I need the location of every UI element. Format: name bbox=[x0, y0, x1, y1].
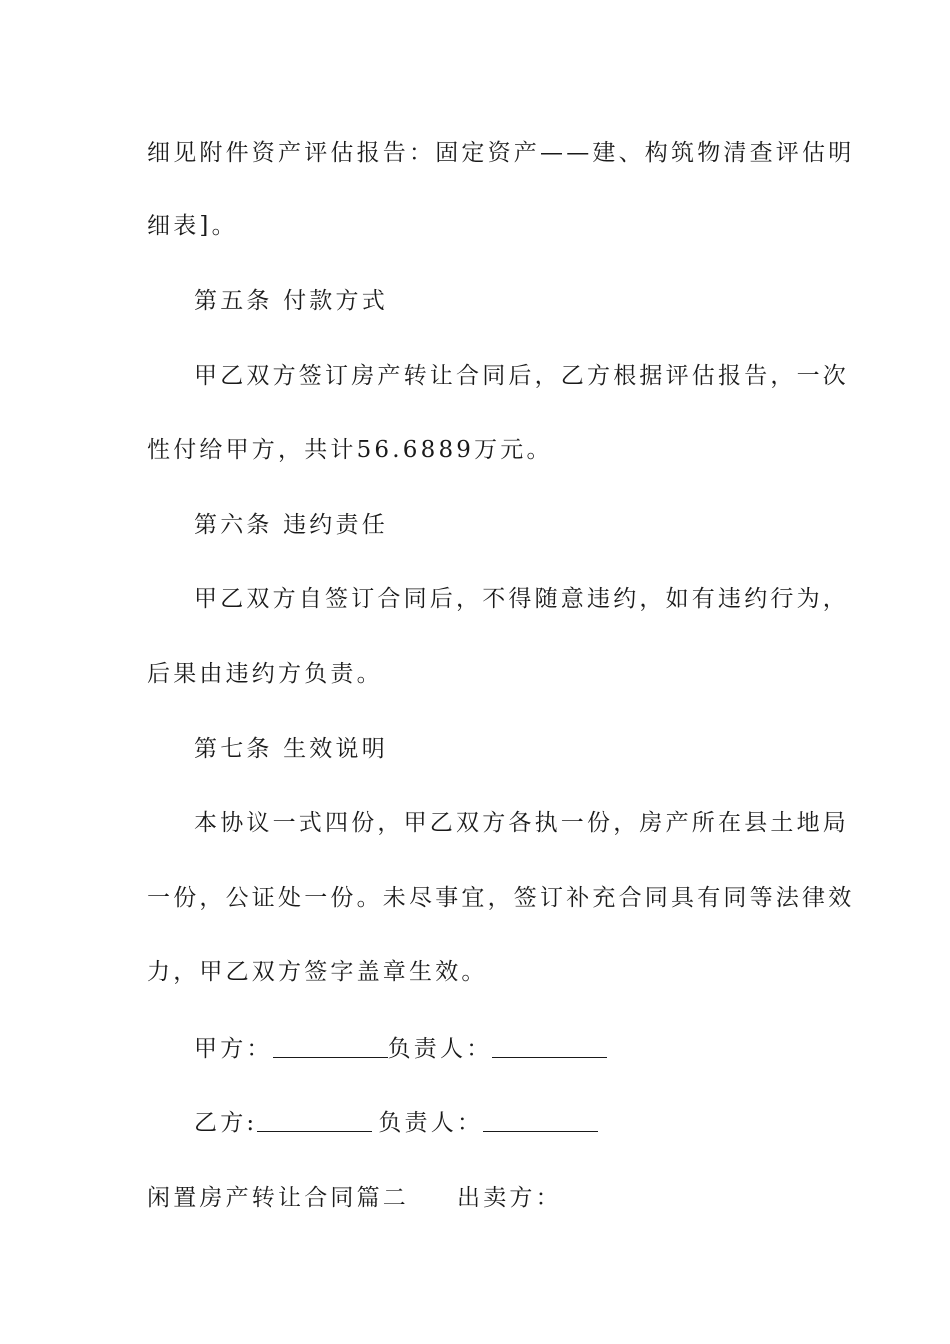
paragraph-line: 一份，公证处一份。未尽事宜，签订补充合同具有同等法律效 bbox=[147, 885, 855, 911]
seller-label: 出卖方： bbox=[457, 1185, 562, 1211]
party-b-head-blank[interactable] bbox=[483, 1109, 598, 1132]
party-b-signature-line bbox=[194, 1108, 598, 1138]
party-a-label: 甲方： bbox=[194, 1036, 273, 1062]
party-a-head-label: 负责人： bbox=[387, 1036, 493, 1062]
paragraph-line: 甲乙双方自签订合同后，不得随意违约，如有违约行为， bbox=[194, 586, 849, 612]
paragraph-line: 力，甲乙双方签字盖章生效。 bbox=[147, 959, 488, 985]
article-7-title: 第七条 生效说明 bbox=[194, 736, 388, 762]
paragraph-line: 性付给甲方，共计56.6889万元。 bbox=[147, 437, 553, 463]
next-section-line bbox=[147, 1183, 562, 1213]
party-b-label: 乙方: bbox=[194, 1110, 258, 1136]
paragraph-line: 后果由违约方负责。 bbox=[147, 661, 383, 687]
article-5-title: 第五条 付款方式 bbox=[194, 288, 388, 314]
paragraph-line: 甲乙双方签订房产转让合同后，乙方根据评估报告，一次 bbox=[194, 363, 849, 389]
party-b-blank[interactable] bbox=[257, 1109, 372, 1132]
paragraph-line: 本协议一式四份，甲乙双方各执一份，房产所在县土地局 bbox=[194, 810, 849, 836]
party-b-head-label: 负责人： bbox=[378, 1110, 484, 1136]
section-title: 闲置房产转让合同篇二 bbox=[147, 1185, 409, 1211]
paragraph-line: 细见附件资产评估报告：固定资产——建、构筑物清查评估明 bbox=[147, 140, 855, 166]
article-6-title: 第六条 违约责任 bbox=[194, 512, 388, 538]
party-a-blank[interactable] bbox=[273, 1035, 388, 1058]
paragraph-line: 细表]。 bbox=[147, 213, 238, 239]
party-a-head-blank[interactable] bbox=[492, 1035, 607, 1058]
party-a-signature-line bbox=[194, 1034, 607, 1064]
